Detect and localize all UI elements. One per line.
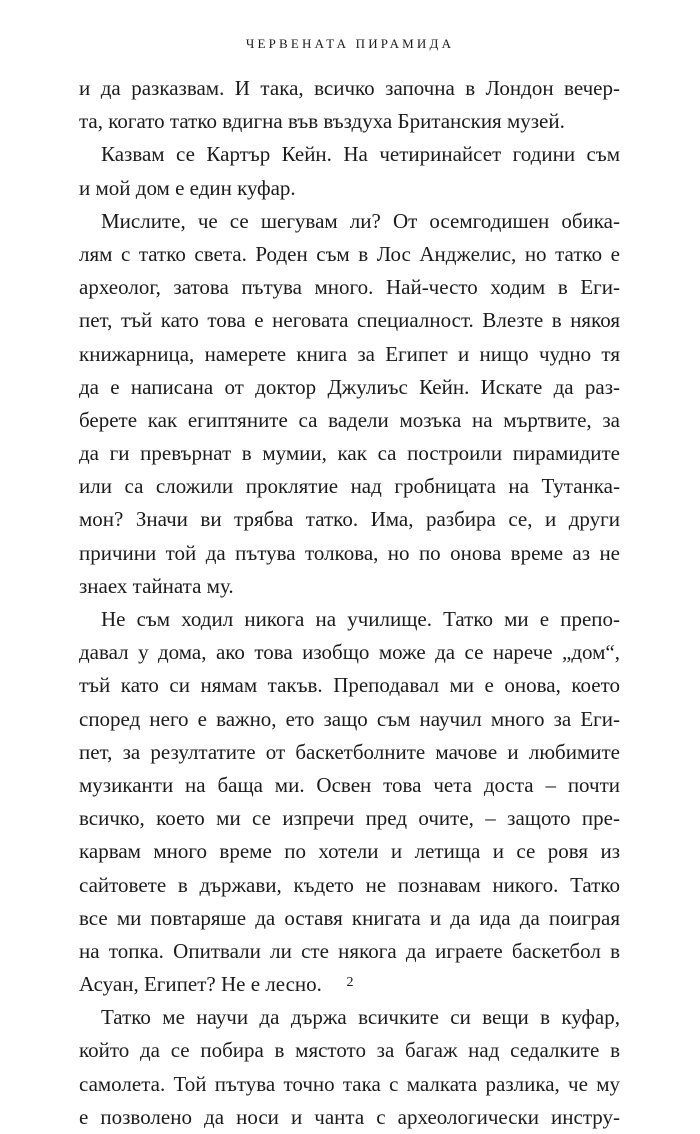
text-line: мон? Значи ви трябва татко. Има, разбира се, и други bbox=[79, 507, 620, 532]
text-line: карвам много време по хотели и летища и се ровя из bbox=[79, 839, 620, 864]
text-line: лям с татко света. Роден съм в Лос Анджелис, но татко е bbox=[79, 241, 620, 266]
paragraph bbox=[79, 1001, 620, 1134]
text-line: на топка. Опитвали ли сте някога да играете баскетбол в bbox=[79, 938, 620, 963]
text-line: книжарница, намерете книга за Египет и нищо чудно тя bbox=[79, 341, 620, 366]
text-line: археолог, затова пътува много. Най-често ходим в Еги- bbox=[79, 275, 620, 300]
text-line: Мислите, че се шегувам ли? От осемгодишен обика- bbox=[101, 208, 620, 233]
text-line: пет, за резултатите от баскетболните мачове и любимите bbox=[79, 739, 620, 764]
text-line: Казвам се Картър Кейн. На четиринайсет години съм bbox=[101, 142, 620, 167]
text-line: Татко ме научи да държа всичките си вещи в куфар, bbox=[101, 1005, 620, 1030]
text-line: и мой дом е един куфар. bbox=[79, 175, 296, 200]
text-line: та, когато татко вдигна във въздуха Британския музей. bbox=[79, 109, 565, 134]
text-line: е позволено да носи и чанта с археологически инстру- bbox=[79, 1104, 620, 1129]
paragraph bbox=[79, 72, 620, 138]
running-head: ЧЕРВЕНАТА ПИРАМИДА bbox=[245, 36, 455, 51]
paragraph bbox=[79, 205, 620, 603]
text-line: пет, тъй като това е неговата специалност. Влезте в някоя bbox=[79, 308, 620, 333]
paragraph bbox=[79, 603, 620, 1001]
text-line: Не съм ходил никога на училище. Татко ми е препо- bbox=[101, 607, 620, 631]
text-line: сайтовете в държави, където не познавам никого. Татко bbox=[79, 872, 620, 897]
text-line: все ми повтаряше да оставя книгата и да ида да поиграя bbox=[79, 905, 620, 930]
paragraph bbox=[79, 138, 620, 204]
text-line: Асуан, Египет? Не е лесно. bbox=[79, 972, 322, 997]
text-line: и да разказвам. И така, всичко започна в Лондон вечер- bbox=[79, 76, 620, 100]
text-line: берете как египтяните са вадели мозъка на мъртвите, за bbox=[79, 407, 620, 432]
text-line: или са сложили проклятие над гробницата на Тутанка- bbox=[79, 474, 620, 499]
text-line: според него е важно, ето защо съм научил много за Еги- bbox=[79, 706, 620, 731]
text-line: музиканти на баща ми. Освен това чета доста – почти bbox=[79, 772, 620, 797]
text-line: причини той да пътува толкова, но по онова време аз не bbox=[79, 540, 620, 565]
text-line: давал у дома, ако това изобщо може да се нарече „дом“, bbox=[79, 640, 620, 665]
text-line: който да се побира в мястото за багаж над седалките в bbox=[79, 1038, 620, 1063]
text-line: да ги превърнат в мумии, как са построили пирамидите bbox=[79, 441, 620, 466]
text-line: тъй като си нямам такъв. Преподавал ми е онова, което bbox=[79, 673, 620, 698]
page-number: 2 bbox=[346, 975, 354, 990]
text-line: самолета. Той пътува точно така с малката разлика, че му bbox=[79, 1071, 620, 1096]
text-line: всичко, което ми се изпречи пред очите, – защото пре- bbox=[79, 806, 620, 831]
text-line: да е написана от доктор Джулиъс Кейн. Искате да раз- bbox=[79, 374, 620, 399]
text-line: знаех тайната му. bbox=[79, 573, 234, 598]
